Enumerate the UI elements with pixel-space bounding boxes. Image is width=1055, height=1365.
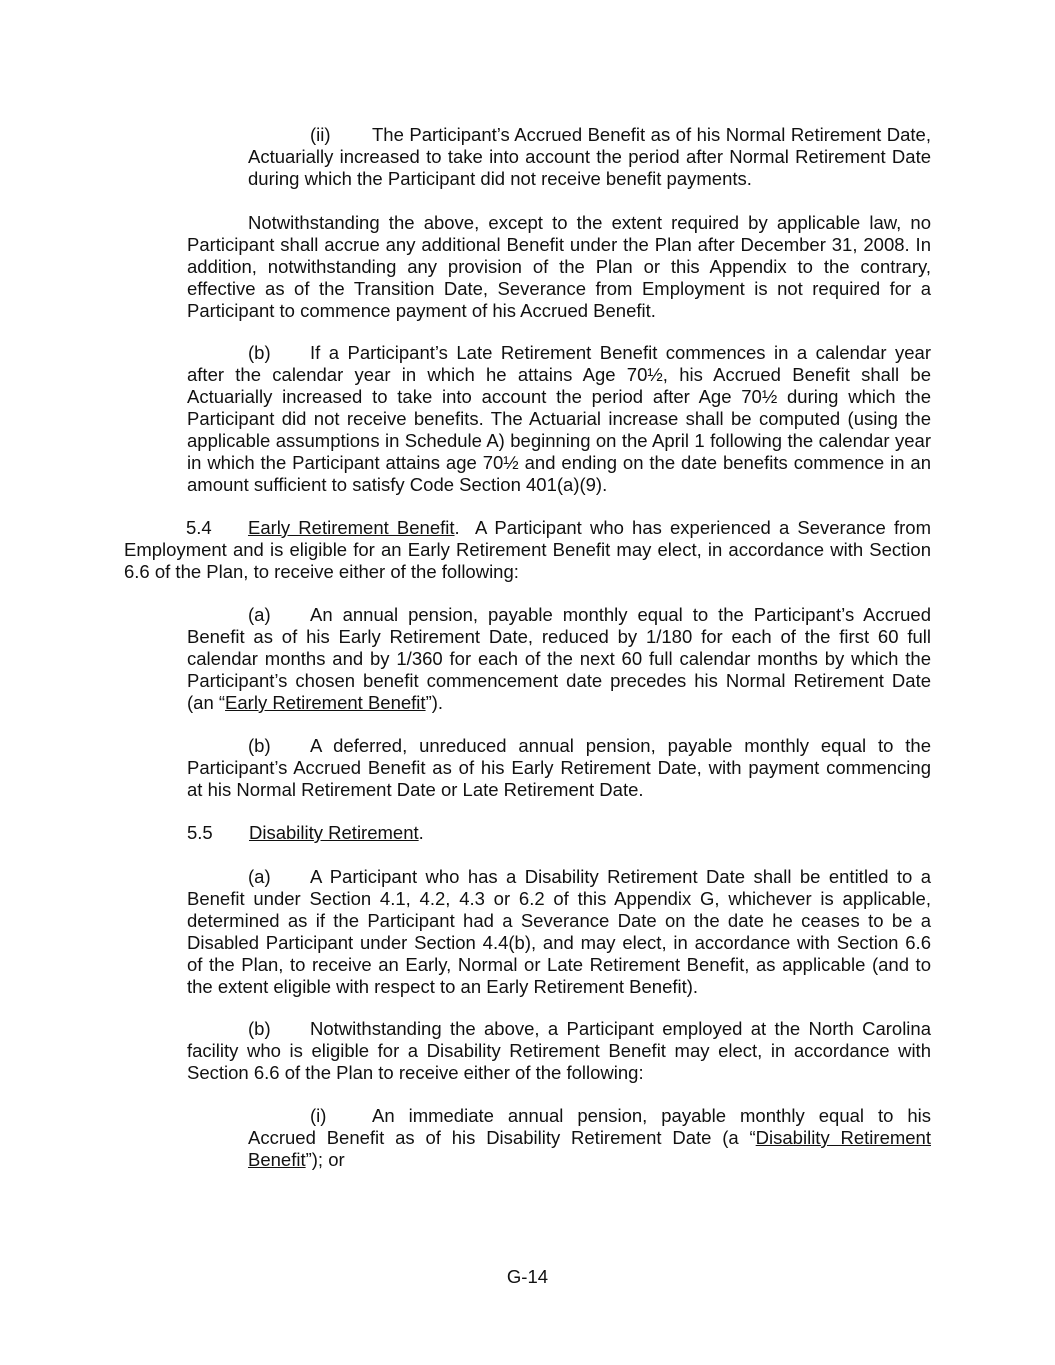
paragraph-text-after: ”); or	[305, 1149, 345, 1170]
item-label: (ii)	[310, 124, 331, 145]
paragraph-a-early-retirement	[187, 604, 931, 714]
paragraph-text: Notwithstanding the above, a Participant employed at the North Carolina facility who is eligible for a Disability Retirement Benefit may elect, in accordance with Section 6.6 of the Plan to receive either of the following:	[187, 1018, 931, 1083]
paragraph-b-late-retirement	[187, 342, 931, 496]
section-heading: Early Retirement Benefit	[248, 517, 455, 538]
paragraph-text: A deferred, unreduced annual pension, payable monthly equal to the Participant’s Accrued Benefit as of his Early Retirement Date, with payment commencing at his Normal Retirement Date or Late Retirement Date.	[187, 735, 931, 800]
item-label: (a)	[248, 604, 271, 625]
item-label: (b)	[248, 1018, 271, 1039]
heading-punct: .	[418, 822, 424, 843]
paragraph-text: An annual pension, payable monthly equal to the Participant’s Accrued Benefit as of his Early Retirement Date, reduced by 1/180 for each of the first 60 full calendar months and by 1/360 for each of the next 60 full calendar months by which the Participant’s chosen benefit commencement date precedes his Normal Retirement Date (an “	[187, 604, 931, 713]
section-number: 5.5	[187, 822, 213, 843]
item-label: (b)	[248, 735, 271, 756]
paragraph-a-disability	[187, 866, 931, 998]
section-5-4	[124, 517, 931, 583]
defined-term: Disability Retirement Benefit	[248, 1127, 931, 1170]
paragraph-text: A Participant who has experienced a Severance from Employment and is eligible for an Early Retirement Benefit may elect, in accordance with Section 6.6 of the Plan, to receive either of the following:	[124, 517, 931, 582]
defined-term: Early Retirement Benefit	[225, 692, 426, 713]
item-label: (i)	[310, 1105, 327, 1126]
item-label: (a)	[248, 866, 271, 887]
section-number: 5.4	[186, 517, 212, 538]
paragraph-notwithstanding	[187, 212, 931, 322]
paragraph-b-deferred-pension	[187, 735, 931, 801]
paragraph-i-immediate-pension	[248, 1105, 931, 1171]
paragraph-ii-normal-retirement	[248, 124, 931, 190]
page-number: G-14	[506, 1266, 549, 1287]
paragraph-text: An immediate annual pension, payable monthly equal to his Accrued Benefit as of his Disability Retirement Date (a “	[248, 1105, 931, 1148]
item-label: (b)	[248, 342, 271, 363]
paragraph-text: If a Participant’s Late Retirement Benefit commences in a calendar year after the calendar year in which he attains Age 70½, his Accrued Benefit shall be Actuarially increased to take into account the period after Age 70½ during which the Participant did not receive benefits. The Actuarial increase shall be computed (using the applicable assumptions in Schedule A) beginning on the April 1 following the calendar year in which the Participant attains age 70½ and ending on the date benefits commence in an amount sufficient to satisfy Code Section 401(a)(9).	[187, 342, 931, 495]
paragraph-b-north-carolina	[187, 1018, 931, 1084]
paragraph-text: The Participant’s Accrued Benefit as of his Normal Retirement Date, Actuarially increased to take into account the period after Normal Retirement Date during which the Participant did not receive benefit payments.	[248, 124, 931, 189]
paragraph-text: A Participant who has a Disability Retirement Date shall be entitled to a Benefit under Section 4.1, 4.2, 4.3 or 6.2 of this Appendix G, whichever is applicable, determined as if the Participant had a Severance Date on the date he ceases to be a Disabled Participant under Section 4.4(b), and may elect, in accordance with Section 6.6 of the Plan, to receive an Early, Normal or Late Retirement Benefit, as applicable (and to the extent eligible with respect to an Early Retirement Benefit).	[187, 866, 931, 997]
section-heading: Disability Retirement	[249, 822, 419, 843]
paragraph-text: Notwithstanding the above, except to the extent required by applicable law, no Participant shall accrue any additional Benefit under the Plan after December 31, 2008. In addition, notwithstanding any provision of the Plan or this Appendix to the contrary, effective as of the Transition Date, Severance from Employment is not required for a Participant to commence payment of his Accrued Benefit.	[187, 212, 931, 321]
paragraph-text-after: ”).	[425, 692, 444, 713]
heading-punct: .	[454, 517, 460, 538]
section-5-5	[187, 822, 931, 844]
